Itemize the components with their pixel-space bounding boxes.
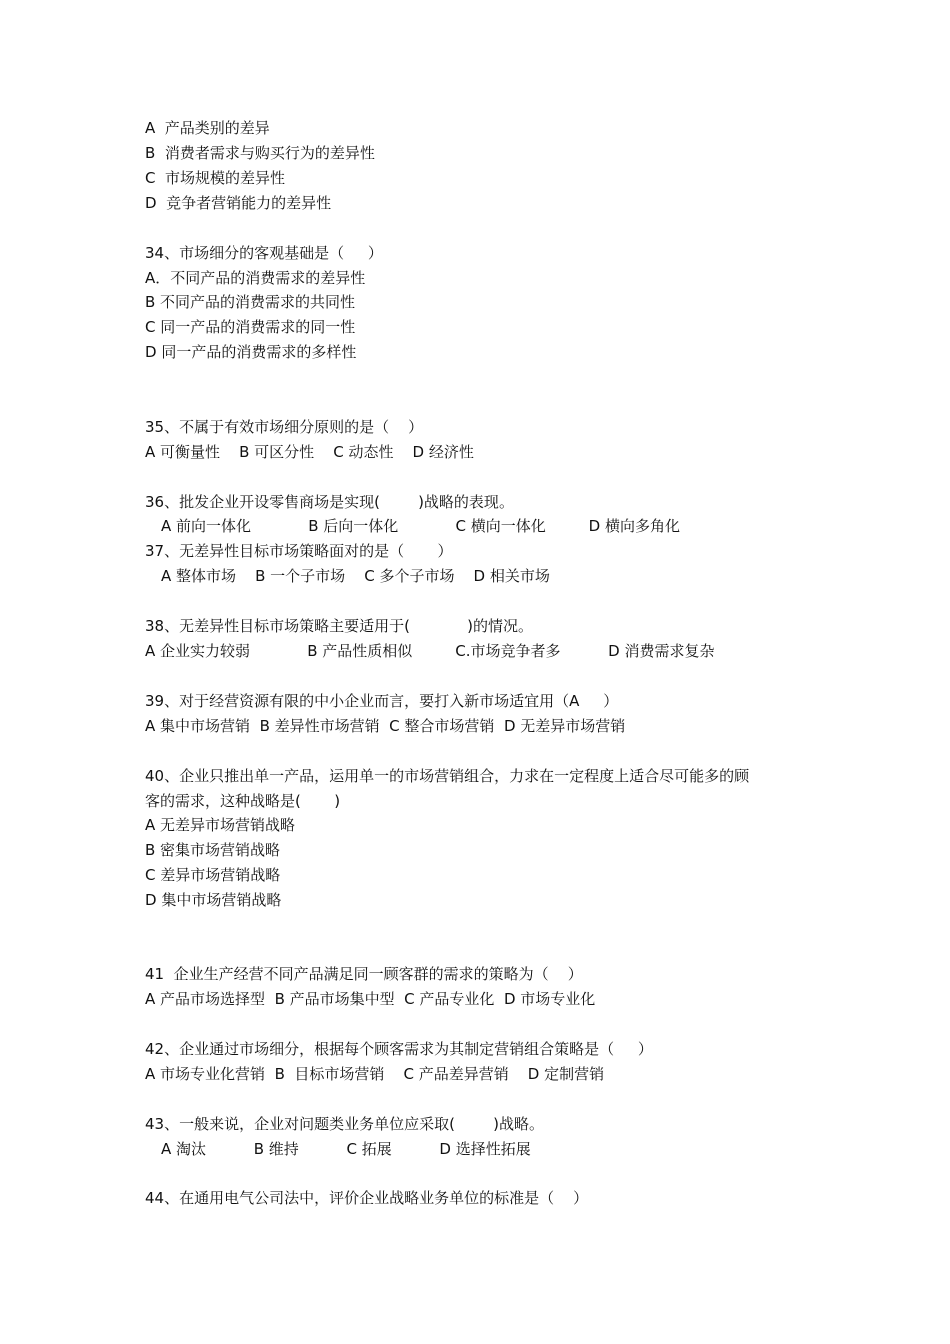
text-line: A 产品类别的差异 <box>145 119 270 137</box>
text-line: A 市场专业化营销 B 目标市场营销 C 产品差异营销 D 定制营销 <box>145 1065 605 1083</box>
text-line: 42、企业通过市场细分，根据每个顾客需求为其制定营销组合策略是（ ） <box>145 1040 653 1058</box>
text-line: C 市场规模的差异性 <box>145 169 286 187</box>
text-line: A 无差异市场营销战略 <box>145 816 296 834</box>
text-line: D 集中市场营销战略 <box>145 891 282 909</box>
text-line: A 前向一体化 B 后向一体化 C 横向一体化 D 横向多角化 <box>161 517 680 535</box>
text-line: A．不同产品的消费需求的差异性 <box>145 269 366 287</box>
text-line: 客的需求，这种战略是( ) <box>145 792 341 810</box>
text-line: 35、不属于有效市场细分原则的是（ ） <box>145 418 424 436</box>
text-line: A 企业实力较弱 B 产品性质相似 C.市场竞争者多 D 消费需求复杂 <box>145 642 715 660</box>
text-line: D 竞争者营销能力的差异性 <box>145 194 332 212</box>
text-line: 37、无差异性目标市场策略面对的是（ ） <box>145 542 453 560</box>
text-line: A 淘汰 B 维持 C 拓展 D 选择性拓展 <box>161 1140 531 1158</box>
text-line: D 同一产品的消费需求的多样性 <box>145 343 357 361</box>
text-line: 39、对于经营资源有限的中小企业而言，要打入新市场适宜用（A ） <box>145 692 619 710</box>
text-line: 41 企业生产经营不同产品满足同一顾客群的需求的策略为（ ） <box>145 965 583 983</box>
text-line: 43、一般来说，企业对问题类业务单位应采取( )战略。 <box>145 1115 544 1133</box>
text-line: C 同一产品的消费需求的同一性 <box>145 318 356 336</box>
text-line: B 消费者需求与购买行为的差异性 <box>145 144 375 162</box>
text-line: 34、市场细分的客观基础是（ ） <box>145 244 383 262</box>
text-line: C 差异市场营销战略 <box>145 866 281 884</box>
text-line: 36、批发企业开设零售商场是实现( )战略的表现。 <box>145 493 514 511</box>
text-line: 44、在通用电气公司法中，评价企业战略业务单位的标准是（ ） <box>145 1189 589 1207</box>
text-line: A 集中市场营销 B 差异性市场营销 C 整合市场营销 D 无差异市场营销 <box>145 717 626 735</box>
text-line: A 整体市场 B 一个子市场 C 多个子市场 D 相关市场 <box>161 567 550 585</box>
text-line: B 不同产品的消费需求的共同性 <box>145 293 356 311</box>
text-line: B 密集市场营销战略 <box>145 841 281 859</box>
text-line: 40、企业只推出单一产品，运用单一的市场营销组合，力求在一定程度上适合尽可能多的顾 <box>145 767 750 785</box>
text-line: A 产品市场选择型 B 产品市场集中型 C 产品专业化 D 市场专业化 <box>145 990 596 1008</box>
text-line: A 可衡量性 B 可区分性 C 动态性 D 经济性 <box>145 443 474 461</box>
text-line: 38、无差异性目标市场策略主要适用于( )的情况。 <box>145 617 534 635</box>
